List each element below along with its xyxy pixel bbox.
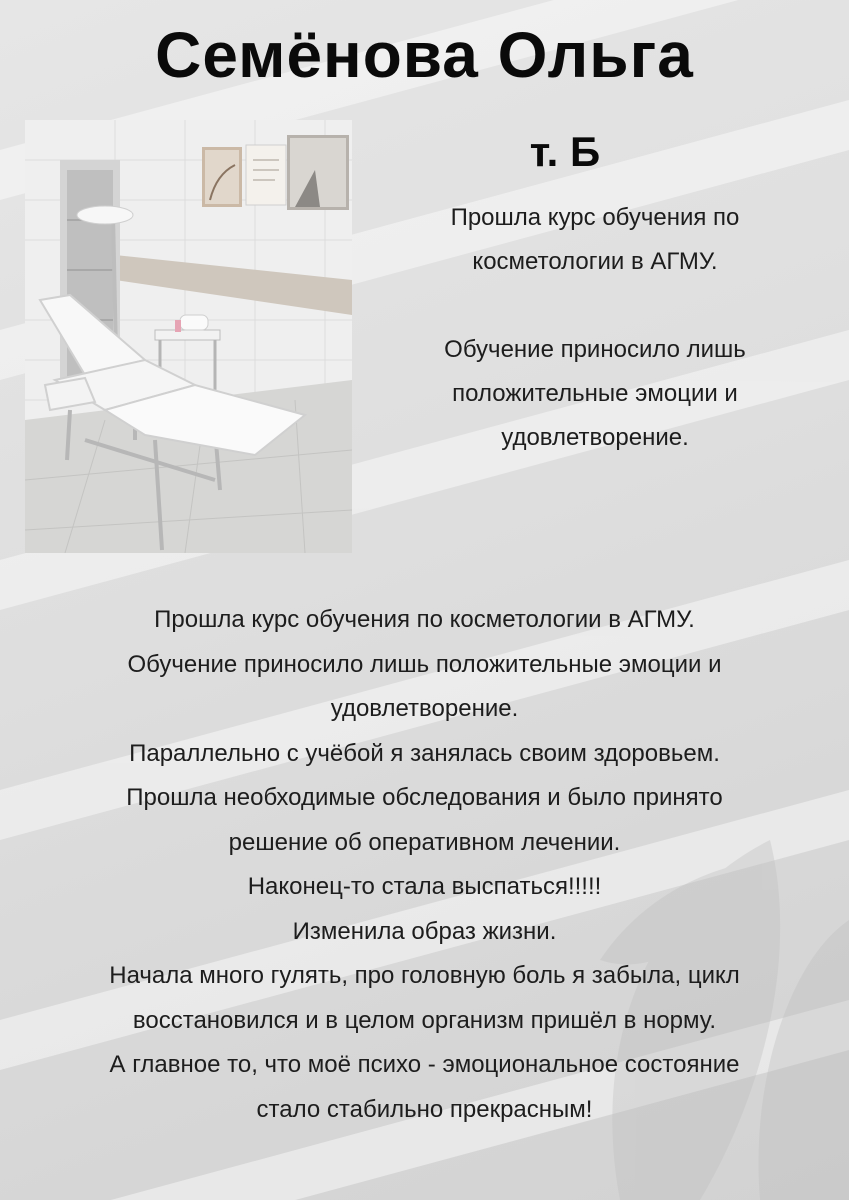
side-description [395,196,795,460]
story-line: Обучение приносило лишь положительные эмоции и [127,650,722,678]
cosmetology-room-photo [25,120,352,553]
story-line: Параллельно с учёбой я занялась своим здоровьем. [129,739,720,767]
story-line: восстановился и в целом организм пришёл в норму. [132,1006,717,1034]
story-line: Наконец-то стала выспаться!!!!! [247,873,602,900]
main-story-text [20,598,829,1132]
story-line: удовлетворение. [330,695,519,722]
side-text-line: положительные эмоции и [452,380,738,407]
story-line: А главное то, что моё психо - эмоциональное состояние [109,1051,740,1078]
story-line: стало стабильно прекрасным! [256,1095,593,1123]
side-text-line: удовлетворение. [501,424,689,451]
side-text-line: косметологии в АГМУ. [472,248,718,275]
side-text-line: Обучение приносило лишь [444,336,746,363]
story-line: Начала много гулять, про головную боль я забыла, цикл [109,962,740,989]
story-line: Прошла необходимые обследования и было принято [126,784,723,811]
page-title: Семёнова Ольга [155,19,694,91]
story-line: Изменила образ жизни. [292,917,557,945]
side-text-line: Прошла курс обучения по [450,204,740,231]
subtitle: т. Б [529,128,601,175]
story-line: решение об оперативном лечении. [228,828,621,856]
story-line: Прошла курс обучения по косметологии в АГМУ. [154,606,695,633]
